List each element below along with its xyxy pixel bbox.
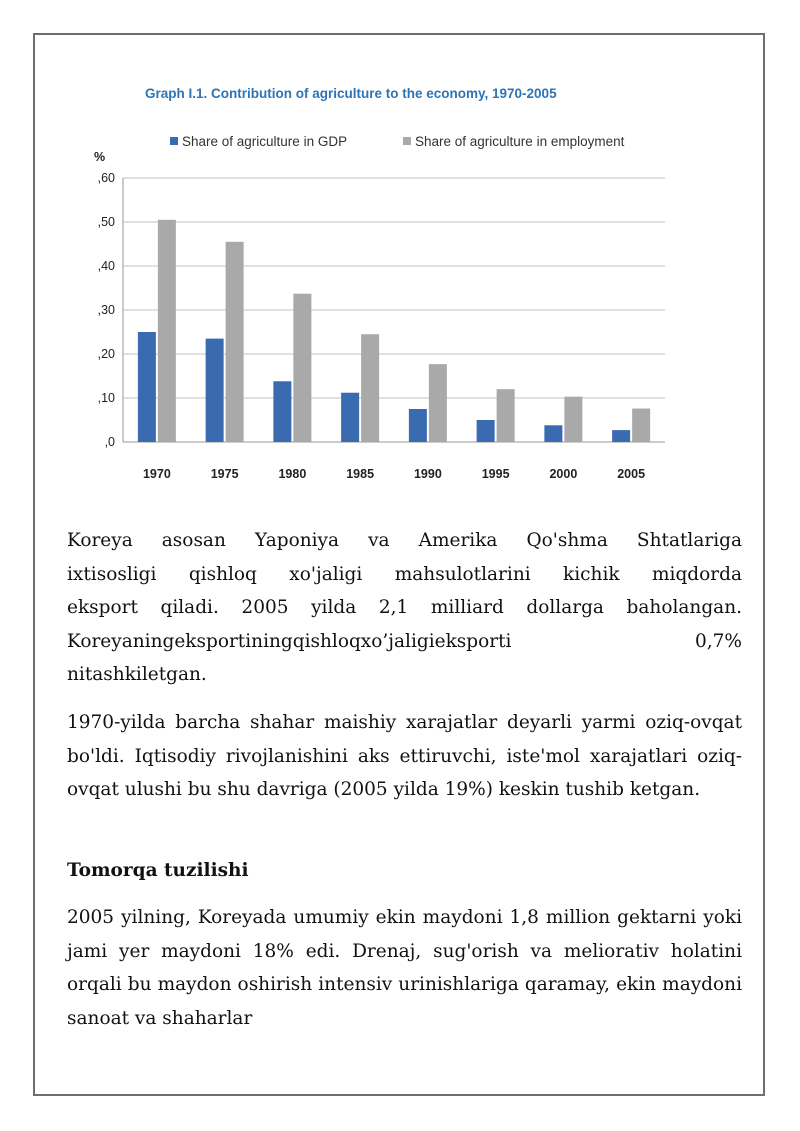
bar-gdp	[341, 393, 359, 442]
x-tick-label: 1980	[278, 467, 307, 481]
bar-employment	[361, 334, 379, 442]
paragraph-export-line: eksport qiladi. 2005 yilda 2,1 milliard dollarga baholangan.	[67, 597, 742, 618]
x-tick-label: 1990	[413, 467, 442, 481]
legend-label: Share of agriculture in GDP	[182, 134, 348, 149]
bar-gdp	[138, 332, 156, 442]
bar-gdp	[612, 430, 630, 442]
bar-employment	[429, 364, 447, 442]
legend-swatch	[170, 137, 178, 145]
y-tick-label: ,10	[97, 391, 115, 405]
paragraph-food-expenditure: 1970-yilda barcha shahar maishiy xarajatlar deyarli yarmi oziq-ovqat bo'ldi. Iqtisodiy rivojlanishini aks ettiruvchi, iste'mol xarajatlari oziq-ovqat ulushi bu shu davriga (2005 yilda 19%) keskin tushib ketgan.	[67, 712, 742, 800]
x-tick-label: 1975	[210, 467, 239, 481]
bar-employment	[497, 389, 515, 442]
legend-swatch	[403, 137, 411, 145]
bar-gdp	[544, 425, 562, 442]
legend-label: Share of agriculture in employment	[415, 134, 625, 149]
agriculture-chart	[0, 0, 800, 500]
paragraph-export-line-part: 0,7%	[695, 630, 742, 652]
x-tick-label: 2000	[549, 467, 578, 481]
bar-gdp	[409, 409, 427, 442]
paragraph-export	[67, 524, 742, 692]
bar-employment	[632, 409, 650, 442]
y-tick-label: ,0	[104, 435, 115, 449]
bar-gdp	[273, 381, 291, 442]
paragraph-export-line	[67, 625, 742, 659]
bar-employment	[226, 242, 244, 442]
bar-employment	[564, 397, 582, 442]
chart-title: Graph I.1. Contribution of agriculture to the economy, 1970-2005	[145, 86, 557, 101]
y-axis-label: %	[94, 150, 106, 164]
paragraph-export-line: ixtisosligi qishloq xo'jaligi mahsulotlarini kichik miqdorda	[67, 563, 742, 585]
paragraph-export-line: nitashkiletgan.	[67, 664, 207, 685]
y-tick-label: ,30	[97, 303, 115, 317]
bar-gdp	[477, 420, 495, 442]
x-tick-label: 1995	[481, 467, 510, 481]
bar-employment	[158, 220, 176, 442]
paragraph-farmland: 2005 yilning, Koreyada umumiy ekin maydoni 1,8 million gektarni yoki jami yer maydoni 18% edi. Drenaj, sug'orish va meliorativ holatini orqali bu maydon oshirish intensiv urinishlariga qaramay, ekin maydoni sanoat va shaharlar	[67, 907, 742, 1029]
y-tick-label: ,60	[97, 171, 115, 185]
chart-legend	[170, 134, 625, 149]
x-tick-label: 1970	[142, 467, 171, 481]
x-tick-label: 2005	[617, 467, 646, 481]
y-tick-label: ,40	[97, 259, 115, 273]
y-tick-label: ,20	[97, 347, 115, 361]
section-heading: Tomorqa tuzilishi	[67, 860, 249, 881]
x-axis-ticks	[143, 467, 645, 481]
chart-bars	[138, 220, 650, 442]
paragraph-export-line: Koreya asosan Yaponiya va Amerika Qo'shma Shtatlariga	[67, 530, 742, 551]
y-tick-label: ,50	[97, 215, 115, 229]
x-tick-label: 1985	[346, 467, 375, 481]
bar-gdp	[206, 339, 224, 442]
bar-employment	[293, 294, 311, 442]
paragraph-export-line-part: Koreyaningeksportiningqishloqxo’jaligieksporti	[67, 630, 512, 652]
